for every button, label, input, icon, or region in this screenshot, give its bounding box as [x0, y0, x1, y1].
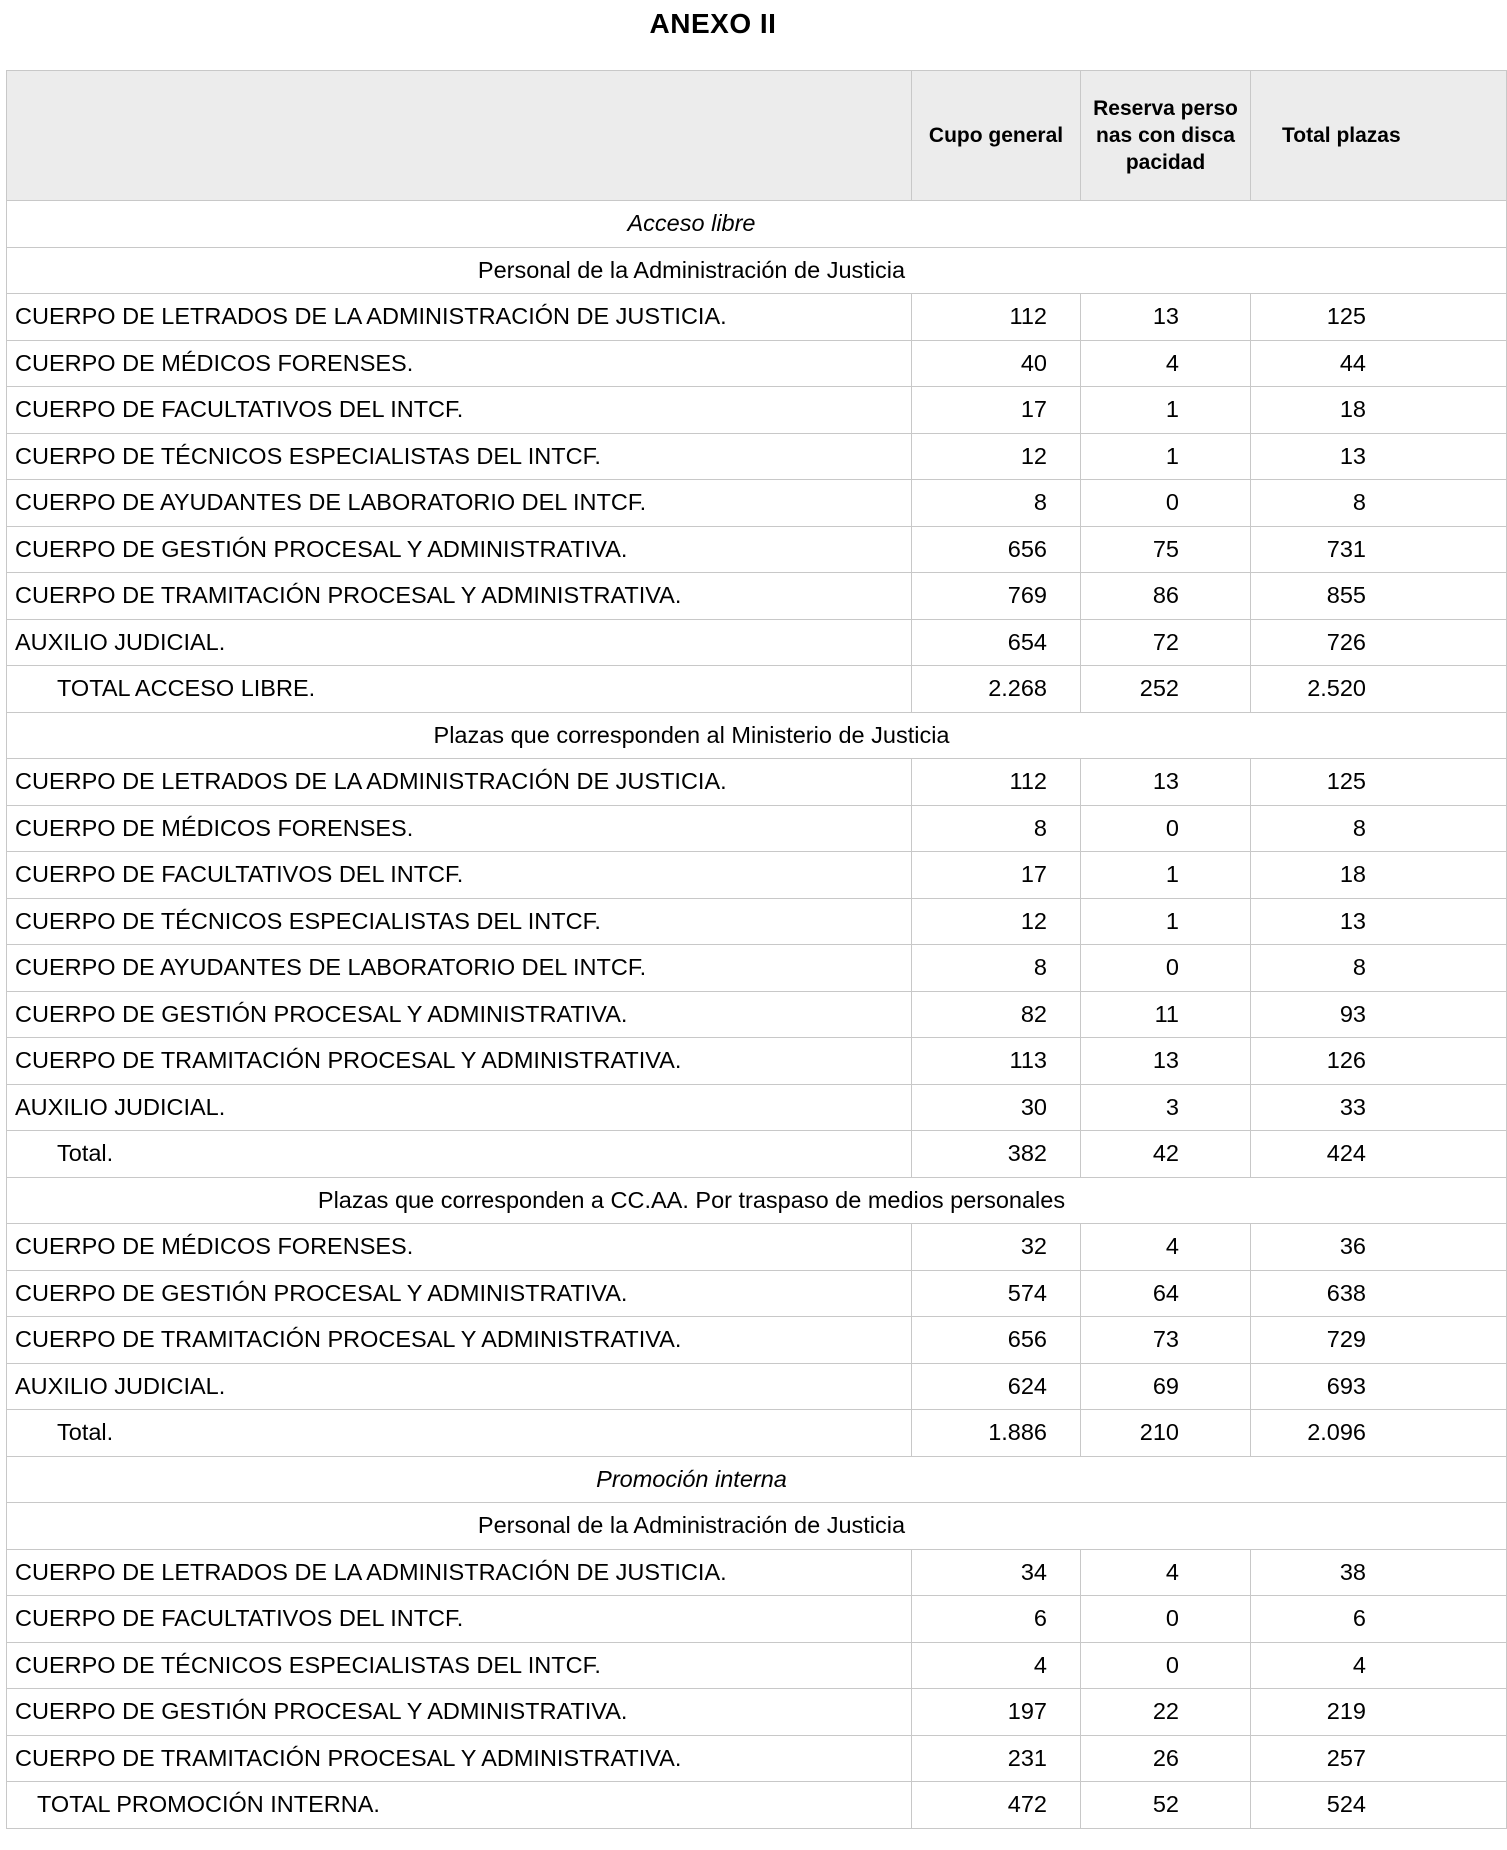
total-plazas-value: 33 [1339, 1093, 1366, 1120]
total-plazas-cell [1251, 294, 1507, 341]
total-plazas-value: 731 [1326, 535, 1366, 562]
total-plazas-value: 93 [1339, 1000, 1366, 1027]
total-plazas-cell [1251, 387, 1507, 434]
total-plazas-value: 126 [1326, 1047, 1366, 1074]
total-plazas-value: 44 [1339, 349, 1366, 376]
page-title: ANEXO II [649, 8, 777, 39]
cuerpo-name: CUERPO DE FACULTATIVOS DEL INTCF. [7, 852, 912, 899]
header-name [7, 71, 912, 201]
total-plazas-cell [1251, 1689, 1507, 1736]
total-plazas-cell [1251, 991, 1507, 1038]
section-header: Personal de la Administración de Justicia [7, 1503, 1507, 1550]
reserva-value: 13 [1081, 1038, 1251, 1085]
total-label: TOTAL ACCESO LIBRE. [7, 666, 912, 713]
cupo-general-value: 656 [912, 526, 1081, 573]
header-cupo-general: Cupo general [912, 71, 1081, 201]
reserva-value: 0 [1081, 805, 1251, 852]
total-plazas-value: 125 [1326, 768, 1366, 795]
total-label: Total. [7, 1131, 912, 1178]
total-plazas-value: 2.096 [1307, 1419, 1366, 1446]
total-plazas-cell [1251, 898, 1507, 945]
cuerpo-name: CUERPO DE TÉCNICOS ESPECIALISTAS DEL INTCF. [7, 898, 912, 945]
reserva-value: 1 [1081, 433, 1251, 480]
total-plazas-cell [1251, 759, 1507, 806]
table-row [7, 526, 1507, 573]
section-header-row [7, 1456, 1507, 1503]
table-row [7, 1270, 1507, 1317]
table-row [7, 1596, 1507, 1643]
total-plazas-value: 13 [1339, 907, 1366, 934]
reserva-value: 4 [1081, 340, 1251, 387]
total-label: TOTAL PROMOCIÓN INTERNA. [7, 1782, 912, 1829]
total-plazas-value: 38 [1339, 1558, 1366, 1585]
header-reserva [1081, 71, 1251, 201]
table-row [7, 805, 1507, 852]
total-plazas-cell [1251, 433, 1507, 480]
table-row [7, 759, 1507, 806]
cuerpo-name: CUERPO DE TRAMITACIÓN PROCESAL Y ADMINISTRATIVA. [7, 1317, 912, 1364]
total-plazas-value: 638 [1326, 1279, 1366, 1306]
reserva-value: 11 [1081, 991, 1251, 1038]
reserva-value: 4 [1081, 1549, 1251, 1596]
total-plazas-value: 8 [1352, 814, 1366, 841]
table-row [7, 1084, 1507, 1131]
total-plazas-cell [1251, 1084, 1507, 1131]
anexo-table [6, 70, 1507, 1829]
cupo-general-value: 197 [912, 1689, 1081, 1736]
reserva-value: 72 [1081, 619, 1251, 666]
section-header-row [7, 247, 1507, 294]
total-plazas-cell [1251, 805, 1507, 852]
cupo-general-value: 32 [912, 1224, 1081, 1271]
total-plazas-cell [1251, 1038, 1507, 1085]
reserva-value: 52 [1081, 1782, 1251, 1829]
table-row [7, 1642, 1507, 1689]
cupo-general-value: 112 [912, 294, 1081, 341]
total-plazas-value: 125 [1326, 303, 1366, 330]
reserva-value: 210 [1081, 1410, 1251, 1457]
total-row [7, 1410, 1507, 1457]
cupo-general-value: 8 [912, 805, 1081, 852]
cupo-general-value: 574 [912, 1270, 1081, 1317]
header-total-plazas: Total plazas [1251, 71, 1507, 201]
total-plazas-cell [1251, 1317, 1507, 1364]
reserva-value: 13 [1081, 294, 1251, 341]
section-header-row [7, 1177, 1507, 1224]
cupo-general-value: 231 [912, 1735, 1081, 1782]
table-row [7, 294, 1507, 341]
table-row [7, 1735, 1507, 1782]
cuerpo-name: CUERPO DE AYUDANTES DE LABORATORIO DEL INTCF. [7, 945, 912, 992]
table-row [7, 1224, 1507, 1271]
total-plazas-value: 8 [1352, 954, 1366, 981]
cupo-general-value: 8 [912, 945, 1081, 992]
reserva-value: 69 [1081, 1363, 1251, 1410]
section-header: Plazas que corresponden al Ministerio de Justicia [7, 712, 1507, 759]
cuerpo-name: CUERPO DE TRAMITACIÓN PROCESAL Y ADMINISTRATIVA. [7, 573, 912, 620]
cupo-general-value: 382 [912, 1131, 1081, 1178]
cuerpo-name: CUERPO DE GESTIÓN PROCESAL Y ADMINISTRATIVA. [7, 1270, 912, 1317]
total-plazas-value: 424 [1326, 1140, 1366, 1167]
total-plazas-value: 18 [1339, 861, 1366, 888]
table-row [7, 340, 1507, 387]
table-header-row [7, 71, 1507, 201]
table-row [7, 991, 1507, 1038]
reserva-value: 26 [1081, 1735, 1251, 1782]
cupo-general-value: 472 [912, 1782, 1081, 1829]
section-header: Acceso libre [7, 201, 1507, 248]
cupo-general-value: 113 [912, 1038, 1081, 1085]
table-row [7, 387, 1507, 434]
total-plazas-cell [1251, 852, 1507, 899]
total-plazas-cell [1251, 1782, 1507, 1829]
reserva-value: 4 [1081, 1224, 1251, 1271]
cuerpo-name: CUERPO DE LETRADOS DE LA ADMINISTRACIÓN DE JUSTICIA. [7, 294, 912, 341]
cuerpo-name: CUERPO DE TÉCNICOS ESPECIALISTAS DEL INTCF. [7, 1642, 912, 1689]
total-plazas-cell [1251, 945, 1507, 992]
cuerpo-name: CUERPO DE MÉDICOS FORENSES. [7, 1224, 912, 1271]
table-row [7, 1317, 1507, 1364]
total-plazas-value: 8 [1352, 489, 1366, 516]
cupo-general-value: 12 [912, 898, 1081, 945]
cuerpo-name: CUERPO DE FACULTATIVOS DEL INTCF. [7, 387, 912, 434]
table-row [7, 573, 1507, 620]
cupo-general-value: 1.886 [912, 1410, 1081, 1457]
total-plazas-value: 855 [1326, 582, 1366, 609]
cuerpo-name: AUXILIO JUDICIAL. [7, 619, 912, 666]
reserva-value: 1 [1081, 387, 1251, 434]
cuerpo-name: CUERPO DE GESTIÓN PROCESAL Y ADMINISTRATIVA. [7, 991, 912, 1038]
total-plazas-value: 4 [1352, 1651, 1366, 1678]
section-header-row [7, 1503, 1507, 1550]
total-plazas-cell [1251, 1270, 1507, 1317]
section-header: Personal de la Administración de Justicia [7, 247, 1507, 294]
reserva-value: 75 [1081, 526, 1251, 573]
total-plazas-value: 524 [1326, 1791, 1366, 1818]
total-plazas-value: 219 [1326, 1698, 1366, 1725]
table-body [7, 201, 1507, 1829]
cupo-general-value: 656 [912, 1317, 1081, 1364]
table-row [7, 1363, 1507, 1410]
total-plazas-value: 257 [1326, 1744, 1366, 1771]
cupo-general-value: 17 [912, 852, 1081, 899]
total-plazas-value: 2.520 [1307, 675, 1366, 702]
cuerpo-name: CUERPO DE TRAMITACIÓN PROCESAL Y ADMINISTRATIVA. [7, 1735, 912, 1782]
reserva-value: 73 [1081, 1317, 1251, 1364]
total-plazas-cell [1251, 480, 1507, 527]
total-plazas-value: 18 [1339, 396, 1366, 423]
reserva-value: 0 [1081, 1596, 1251, 1643]
table-row [7, 1689, 1507, 1736]
total-plazas-value: 36 [1339, 1233, 1366, 1260]
total-plazas-value: 693 [1326, 1372, 1366, 1399]
total-plazas-cell [1251, 1363, 1507, 1410]
total-plazas-cell [1251, 1596, 1507, 1643]
cuerpo-name: CUERPO DE TÉCNICOS ESPECIALISTAS DEL INTCF. [7, 433, 912, 480]
total-plazas-value: 13 [1339, 442, 1366, 469]
section-header-row [7, 712, 1507, 759]
cupo-general-value: 40 [912, 340, 1081, 387]
header-reserva-label: Reserva personas con discapacidad [1093, 97, 1238, 174]
cuerpo-name: CUERPO DE MÉDICOS FORENSES. [7, 805, 912, 852]
table-row [7, 619, 1507, 666]
cupo-general-value: 769 [912, 573, 1081, 620]
reserva-value: 64 [1081, 1270, 1251, 1317]
reserva-value: 252 [1081, 666, 1251, 713]
total-row [7, 666, 1507, 713]
table-row [7, 1549, 1507, 1596]
section-header: Plazas que corresponden a CC.AA. Por traspaso de medios personales [7, 1177, 1507, 1224]
cuerpo-name: CUERPO DE FACULTATIVOS DEL INTCF. [7, 1596, 912, 1643]
total-plazas-cell [1251, 666, 1507, 713]
cuerpo-name: AUXILIO JUDICIAL. [7, 1363, 912, 1410]
reserva-value: 3 [1081, 1084, 1251, 1131]
reserva-value: 0 [1081, 480, 1251, 527]
total-plazas-cell [1251, 1735, 1507, 1782]
table-row [7, 1038, 1507, 1085]
cupo-general-value: 6 [912, 1596, 1081, 1643]
total-label: Total. [7, 1410, 912, 1457]
cuerpo-name: CUERPO DE AYUDANTES DE LABORATORIO DEL INTCF. [7, 480, 912, 527]
total-plazas-cell [1251, 340, 1507, 387]
cupo-general-value: 12 [912, 433, 1081, 480]
section-header-row [7, 201, 1507, 248]
total-plazas-cell [1251, 1131, 1507, 1178]
reserva-value: 0 [1081, 1642, 1251, 1689]
total-plazas-value: 726 [1326, 628, 1366, 655]
cuerpo-name: CUERPO DE LETRADOS DE LA ADMINISTRACIÓN DE JUSTICIA. [7, 1549, 912, 1596]
reserva-value: 1 [1081, 852, 1251, 899]
cupo-general-value: 2.268 [912, 666, 1081, 713]
cuerpo-name: CUERPO DE GESTIÓN PROCESAL Y ADMINISTRATIVA. [7, 526, 912, 573]
table-row [7, 945, 1507, 992]
cupo-general-value: 112 [912, 759, 1081, 806]
total-row [7, 1782, 1507, 1829]
cupo-general-value: 624 [912, 1363, 1081, 1410]
total-plazas-cell [1251, 526, 1507, 573]
table-row [7, 433, 1507, 480]
total-plazas-cell [1251, 573, 1507, 620]
total-plazas-cell [1251, 1642, 1507, 1689]
reserva-value: 0 [1081, 945, 1251, 992]
cuerpo-name: AUXILIO JUDICIAL. [7, 1084, 912, 1131]
cupo-general-value: 82 [912, 991, 1081, 1038]
anexo-table-container [6, 70, 1401, 1829]
reserva-value: 86 [1081, 573, 1251, 620]
cupo-general-value: 17 [912, 387, 1081, 434]
table-row [7, 898, 1507, 945]
cupo-general-value: 4 [912, 1642, 1081, 1689]
table-row [7, 852, 1507, 899]
total-plazas-value: 6 [1352, 1605, 1366, 1632]
cuerpo-name: CUERPO DE TRAMITACIÓN PROCESAL Y ADMINISTRATIVA. [7, 1038, 912, 1085]
cupo-general-value: 34 [912, 1549, 1081, 1596]
table-row [7, 480, 1507, 527]
total-plazas-cell [1251, 1410, 1507, 1457]
total-plazas-cell [1251, 619, 1507, 666]
reserva-value: 42 [1081, 1131, 1251, 1178]
cuerpo-name: CUERPO DE LETRADOS DE LA ADMINISTRACIÓN DE JUSTICIA. [7, 759, 912, 806]
reserva-value: 1 [1081, 898, 1251, 945]
reserva-value: 13 [1081, 759, 1251, 806]
total-plazas-cell [1251, 1224, 1507, 1271]
cuerpo-name: CUERPO DE GESTIÓN PROCESAL Y ADMINISTRATIVA. [7, 1689, 912, 1736]
cupo-general-value: 30 [912, 1084, 1081, 1131]
total-row [7, 1131, 1507, 1178]
total-plazas-value: 729 [1326, 1326, 1366, 1353]
total-plazas-cell [1251, 1549, 1507, 1596]
cuerpo-name: CUERPO DE MÉDICOS FORENSES. [7, 340, 912, 387]
cupo-general-value: 8 [912, 480, 1081, 527]
reserva-value: 22 [1081, 1689, 1251, 1736]
cupo-general-value: 654 [912, 619, 1081, 666]
section-header: Promoción interna [7, 1456, 1507, 1503]
